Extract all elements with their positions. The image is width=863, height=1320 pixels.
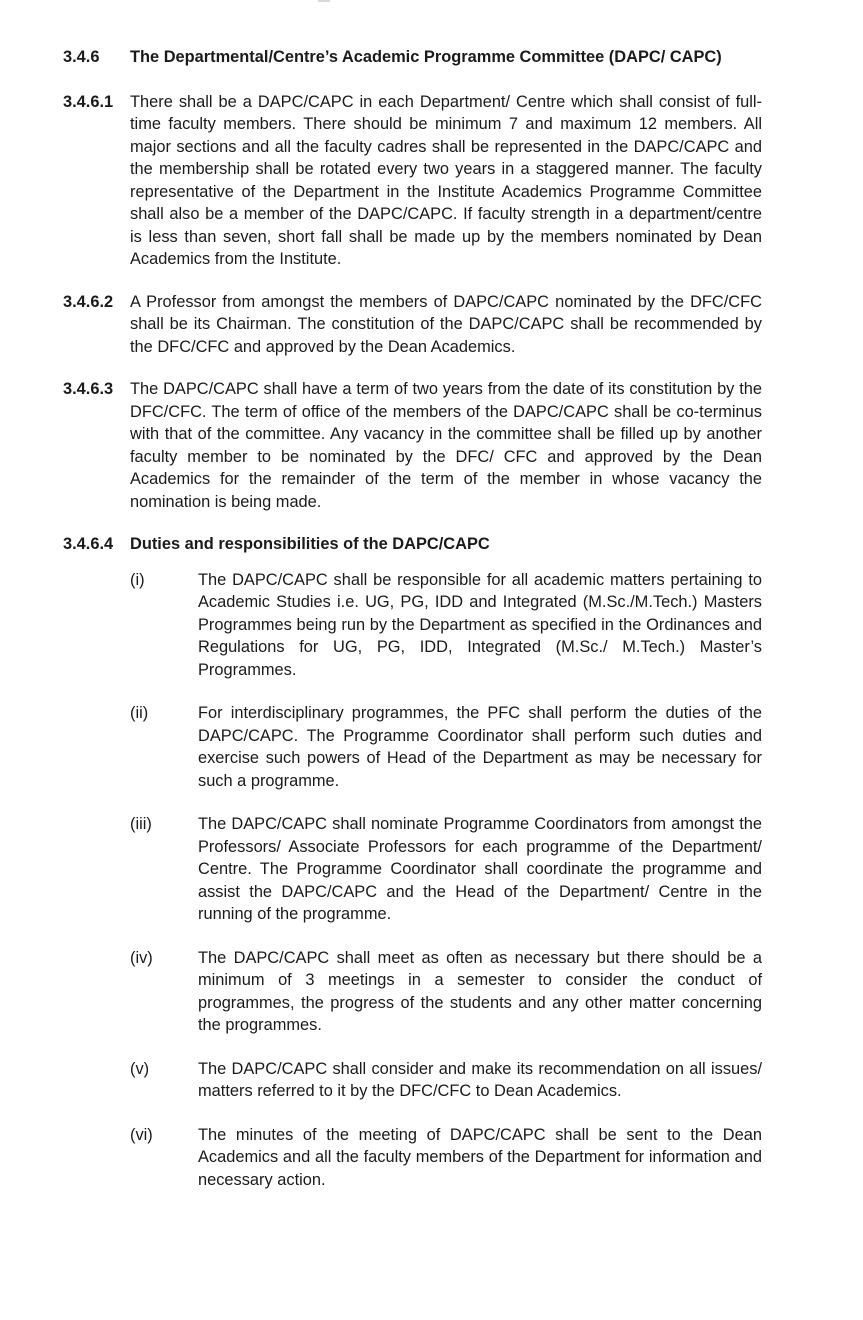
section-heading-3-4-6 xyxy=(63,46,762,69)
duty-item-v xyxy=(130,1058,762,1103)
clause-3-4-6-3 xyxy=(63,378,762,513)
section-title: The Departmental/Centre’s Academic Programme Committee (DAPC/ CAPC) xyxy=(130,48,722,66)
clause-subheading: Duties and responsibilities of the DAPC/CAPC xyxy=(130,535,490,553)
clause-number: 3.4.6.4 xyxy=(63,535,114,553)
duty-numeral: (iii) xyxy=(130,815,152,833)
duty-numeral: (iv) xyxy=(130,948,153,967)
duty-text: The DAPC/CAPC shall meet as often as necessary but there should be a minimum of 3 meetings in a semester to consider the conduct of programmes, the progress of the students and any other matter concerning the programmes. xyxy=(198,948,762,1034)
clause-text: There shall be a DAPC/CAPC in each Department/ Centre which shall consist of full-time faculty members. There should be minimum 7 and maximum 12 members. All major sections and all the faculty cadres shall be represented in the DAPC/CAPC and the membership shall be rotated every two years in a staggered manner. The faculty representative of the Department in the Institute Academics Programme Committee shall also be a member of the DAPC/CAPC. If faculty strength in a department/centre is less than seven, short fall shall be made up by the members nominated by Dean Academics from the Institute. xyxy=(130,92,762,268)
document-content xyxy=(63,46,762,1212)
duty-text: The DAPC/CAPC shall nominate Programme Coordinators from amongst the Professors/ Associate Professors for each programme of the Department/ Centre. The Programme Coordinator shall coordinate the programme and assist the DAPC/CAPC and the Head of the Department/ Centre in the running of the programme. xyxy=(198,815,762,923)
duty-numeral: (vi) xyxy=(130,1125,153,1144)
clause-3-4-6-2 xyxy=(63,291,762,359)
duty-text: The DAPC/CAPC shall be responsible for all academic matters pertaining to Academic Studies i.e. UG, PG, IDD and Integrated (M.Sc./M.Tech.) Masters Programmes being run by the Department as specified in the Ordinances and Regulations for UG, PG, IDD, Integrated (M.Sc./ M.Tech.) Master’s Programmes. xyxy=(198,570,762,679)
clause-number: 3.4.6.1 xyxy=(63,92,114,111)
duty-numeral: (v) xyxy=(130,1059,150,1078)
clause-3-4-6-1 xyxy=(63,91,762,271)
clause-3-4-6-4-heading xyxy=(63,533,762,556)
duty-text: For interdisciplinary programmes, the PFC shall perform the duties of the DAPC/CAPC. The Programme Coordinator shall perform such duties and exercise such powers of Head of the Department as may be necessary for such a programme. xyxy=(198,704,762,790)
duty-item-ii xyxy=(130,702,762,792)
duty-item-iii xyxy=(130,813,762,926)
scan-artifact xyxy=(318,0,330,2)
clause-text: The DAPC/CAPC shall have a term of two years from the date of its constitution by the DFC/CFC. The term of office of the members of the DAPC/CAPC shall be co-terminus with that of the committee. Any vacancy in the committee shall be filled up by another faculty member to be nominated by the DFC/ CFC and approved by the Dean Academics for the remainder of the term of the member in whose vacancy the nomination is being made. xyxy=(130,380,762,511)
clause-text: A Professor from amongst the members of DAPC/CAPC nominated by the DFC/CFC shall be its Chairman. The constitution of the DAPC/CAPC shall be recommended by the DFC/CFC and approved by the Dean Academics. xyxy=(130,292,762,356)
duty-text: The DAPC/CAPC shall consider and make its recommendation on all issues/ matters referred to it by the DFC/CFC to Dean Academics. xyxy=(198,1059,762,1100)
duty-item-iv xyxy=(130,947,762,1037)
duty-numeral: (ii) xyxy=(130,704,149,722)
duty-numeral: (i) xyxy=(130,570,145,589)
duty-item-vi xyxy=(130,1124,762,1192)
clause-number: 3.4.6.3 xyxy=(63,380,114,398)
duty-item-i xyxy=(130,569,762,682)
duty-text: The minutes of the meeting of DAPC/CAPC shall be sent to the Dean Academics and all the faculty members of the Department for information and necessary action. xyxy=(198,1125,762,1189)
clause-number: 3.4.6.2 xyxy=(63,292,114,311)
section-number: 3.4.6 xyxy=(63,48,100,66)
